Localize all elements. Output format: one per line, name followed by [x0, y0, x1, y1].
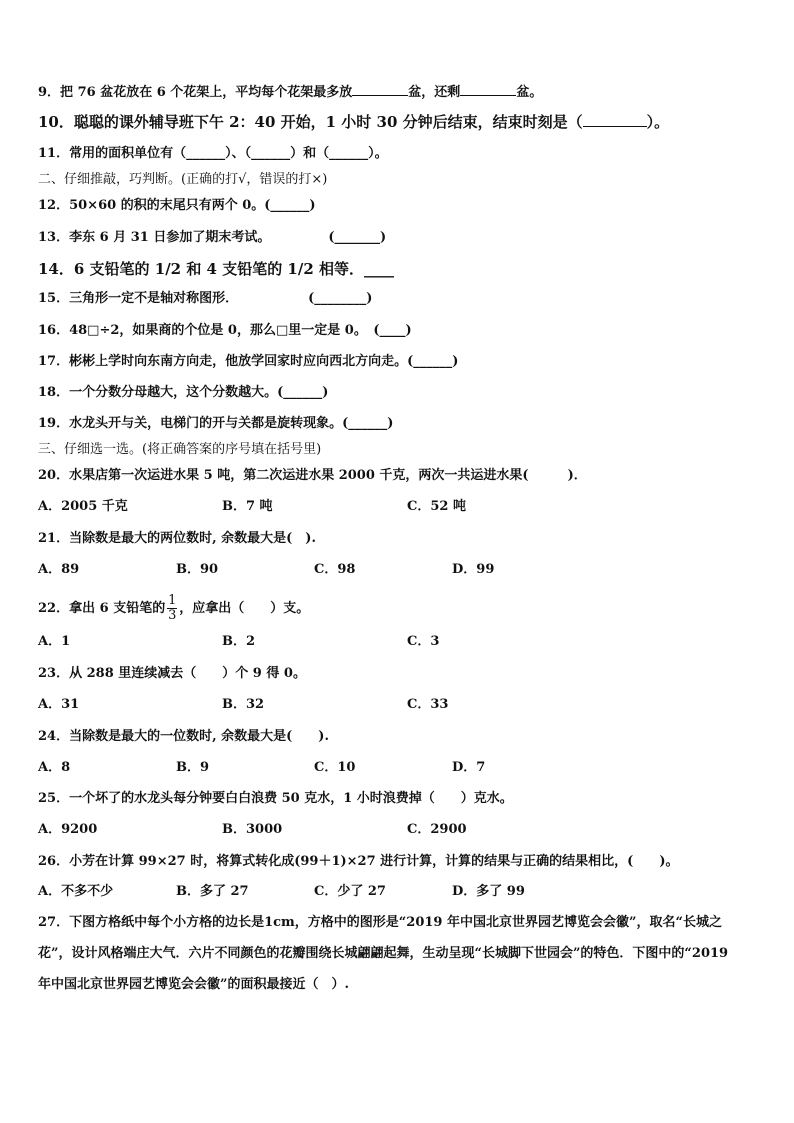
question-26: 26．小芳在计算 99×27 时，将算式转化成(99＋1)×27 进行计算，计算的结果与正确的结果相比，( )。 — [38, 854, 679, 869]
option-a[interactable]: A．9200 — [38, 822, 98, 837]
option-a[interactable]: A．89 — [38, 562, 80, 577]
option-a[interactable]: A．不多不少 — [38, 884, 114, 899]
question-14: 14．6 支铅笔的 1/2 和 4 支铅笔的 1/2 相等．____ — [38, 260, 395, 278]
option-a[interactable]: A．2005 千克 — [38, 499, 128, 514]
question-12: 12．50×60 的积的末尾只有两个 0。(______) — [38, 198, 316, 213]
option-a[interactable]: A．31 — [38, 697, 80, 712]
option-c[interactable]: C．52 吨 — [407, 499, 466, 514]
fraction-denominator: 3 — [168, 608, 177, 623]
question-25: 25．一个坏了的水龙头每分钟要白白浪费 50 克水，1 小时浪费掉（ ）克水。 — [38, 791, 513, 806]
question-22 — [38, 594, 309, 623]
question-27-line-1: 27．下图方格纸中每个小方格的边长是1cm，方格中的图形是“2019 年中国北京世界园艺博览会会徽”，取名“长城之 — [38, 915, 722, 930]
question-13-text: 13．李东 6 月 31 日参加了期末考试。 — [38, 230, 271, 245]
option-b[interactable]: B．9 — [176, 760, 210, 775]
question-24: 24．当除数是最大的一位数时, 余数最大是( ). — [38, 729, 329, 744]
option-b[interactable]: B．3000 — [222, 822, 283, 837]
question-9 — [38, 82, 542, 102]
option-b[interactable]: B．7 吨 — [222, 499, 273, 514]
question-13 — [38, 229, 386, 247]
answer-paren[interactable]: (_______) — [328, 230, 387, 245]
question-23: 23．从 288 里连续减去（ ）个 9 得 0。 — [38, 666, 306, 681]
option-b[interactable]: B．多了 27 — [176, 884, 249, 899]
answer-blank[interactable] — [583, 113, 647, 127]
question-10-text: 10．聪聪的课外辅导班下午 2：40 开始，1 小时 30 分钟后结束，结束时刻是（ — [38, 113, 583, 131]
option-b[interactable]: B．32 — [222, 697, 265, 712]
option-b[interactable]: B．90 — [176, 562, 219, 577]
option-d[interactable]: D．多了 99 — [452, 884, 525, 899]
question-27-line-2: 花”，设计风格端庄大气．六片不同颜色的花瓣围绕长城翩翩起舞，生动呈现“长城脚下世园会”的特色．下图中的“2019 — [38, 946, 729, 961]
question-22-text: 22．拿出 6 支铅笔的 — [38, 601, 166, 616]
question-21: 21．当除数是最大的两位数时, 余数最大是( ). — [38, 531, 316, 546]
question-9-text-end: 盆。 — [516, 85, 543, 100]
question-22-text-end: ，应拿出（ ）支。 — [179, 601, 310, 616]
question-15-text: 15．三角形一定不是轴对称图形． — [38, 291, 239, 306]
option-a[interactable]: A．1 — [38, 634, 71, 649]
question-11: 11．常用的面积单位有（______）、（______）和（______）。 — [38, 146, 388, 161]
option-c[interactable]: C．3 — [407, 634, 440, 649]
question-20: 20．水果店第一次运进水果 5 吨，第二次运进水果 2000 千克，两次一共运进水果( )． — [38, 468, 587, 483]
option-c[interactable]: C．10 — [314, 760, 356, 775]
fraction-numerator: 1 — [168, 593, 177, 608]
answer-blank[interactable] — [460, 82, 516, 96]
question-10 — [38, 113, 669, 131]
question-9-text-mid: 盆，还剩 — [408, 85, 461, 100]
question-27-line-3: 年中国北京世界园艺博览会会徽”的面积最接近（ ）. — [38, 977, 350, 992]
option-d[interactable]: D．7 — [452, 760, 486, 775]
question-16: 16．48□÷2，如果商的个位是 0，那么□里一定是 0。 (____) — [38, 323, 412, 338]
question-19: 19．水龙头开与关，电梯门的开与关都是旋转现象。(______) — [38, 416, 394, 431]
section-3-heading: 三、仔细选一选。(将正确答案的序号填在括号里) — [38, 442, 322, 457]
answer-blank[interactable] — [352, 82, 408, 96]
question-9-text: 9．把 76 盆花放在 6 个花架上，平均每个花架最多放 — [38, 85, 353, 100]
option-a[interactable]: A．8 — [38, 760, 71, 775]
section-2-heading: 二、仔细推敲，巧判断。(正确的打√，错误的打×) — [38, 172, 328, 187]
question-18: 18．一个分数分母越大，这个分数越大。(______) — [38, 385, 329, 400]
option-d[interactable]: D．99 — [452, 562, 495, 577]
option-c[interactable]: C．98 — [314, 562, 356, 577]
option-c[interactable]: C．33 — [407, 697, 449, 712]
question-17: 17．彬彬上学时向东南方向走，他放学回家时应向西北方向走。(______) — [38, 354, 459, 369]
answer-paren[interactable]: (________) — [308, 291, 373, 306]
question-10-text-end: ）。 — [646, 113, 670, 131]
fraction-one-third — [167, 594, 177, 623]
option-b[interactable]: B．2 — [222, 634, 256, 649]
option-c[interactable]: C．少了 27 — [314, 884, 386, 899]
option-c[interactable]: C．2900 — [407, 822, 467, 837]
question-15 — [38, 290, 372, 308]
